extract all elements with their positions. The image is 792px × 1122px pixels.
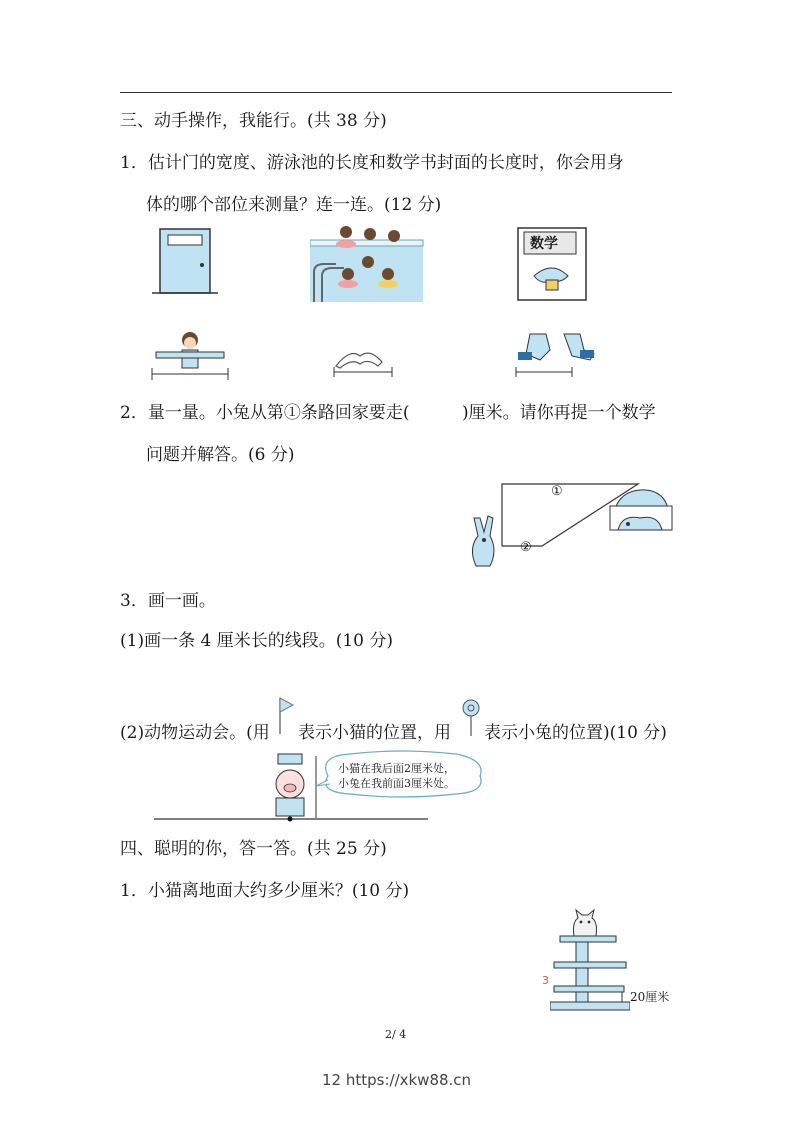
flag-icon bbox=[276, 696, 296, 736]
top-rule bbox=[120, 92, 672, 93]
q2-answer-blank[interactable] bbox=[424, 398, 460, 420]
s4-q1-text: 1．小猫离地面大约多少厘米？(10 分) bbox=[120, 881, 410, 901]
path-1-label: ① bbox=[551, 484, 563, 499]
q1-line1: 1．估计门的宽度、游泳池的长度和数学书封面的长度时，你会用身 bbox=[120, 153, 624, 173]
q2-line1-part-a: 2．量一量。小兔从第①条路回家要走( bbox=[120, 403, 410, 423]
lollipop-icon bbox=[460, 698, 482, 738]
measure-20cm: 20厘米 bbox=[630, 990, 670, 1004]
q3-part2-c: 表示小兔的位置)(10 分) bbox=[484, 723, 667, 743]
path-2-label: ② bbox=[520, 540, 532, 555]
q3-part1: (1)画一条 4 厘米长的线段。(10 分) bbox=[120, 631, 394, 651]
speech-line-1: 小猫在我后面2厘米处， bbox=[338, 762, 455, 775]
speech-line-2: 小兔在我前面3厘米处。 bbox=[338, 777, 455, 790]
q3-title: 3．画一画。 bbox=[120, 591, 216, 611]
section-3-title: 三、动手操作，我能行。(共 38 分) bbox=[120, 111, 387, 131]
door-illustration bbox=[150, 225, 220, 297]
q3-part2-a: (2)动物运动会。(用 bbox=[120, 723, 270, 743]
q3-part2-b: 表示小猫的位置，用 bbox=[298, 723, 451, 743]
rabbit-path-diagram bbox=[462, 478, 676, 570]
book-title: 数学 bbox=[530, 236, 558, 252]
step-stride-illustration bbox=[510, 330, 600, 380]
label-3: 3 bbox=[542, 974, 549, 987]
q2-line1-part-b: )厘米。请你再提一个数学 bbox=[462, 403, 656, 423]
arm-span-illustration bbox=[148, 328, 232, 380]
page-number: 2/ 4 bbox=[385, 1028, 407, 1041]
section-4-title: 四、聪明的你，答一答。(共 25 分) bbox=[120, 839, 387, 859]
footer-url[interactable]: 12 https://xkw88.cn bbox=[322, 1071, 472, 1089]
cat-shelf-illustration bbox=[550, 908, 630, 1012]
swimming-pool-illustration bbox=[310, 222, 425, 304]
q2-line2: 问题并解答。(6 分) bbox=[146, 445, 295, 465]
q1-line2: 体的哪个部位来测量？连一连。(12 分) bbox=[146, 195, 442, 215]
hand-span-illustration bbox=[330, 342, 396, 378]
